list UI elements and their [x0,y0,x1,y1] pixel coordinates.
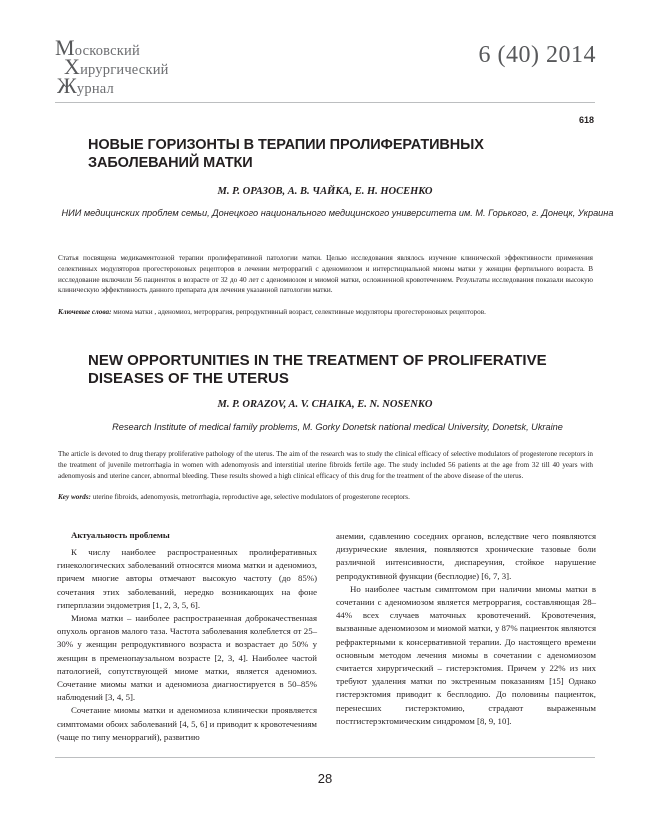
body-left-column [57,529,317,744]
page-number: 28 [317,771,333,786]
footer-divider [55,757,595,758]
journal-logo [55,35,195,98]
en-keywords-text: uterine fibroids, adenomyosis, metrorrhagia, reproductive age, selective modulators of progesterone receptors. [90,493,410,501]
ru-abstract: Статья посвящена медикаментозной терапии пролиферативной патологии матки. Целью исследования являлось изучение клинической эффективности применения селективных модуляторов прогестероновых рецепторов в лечении метроррагий с аденомиозом и интерстициальной миомы матки у женщин фертильного возраста. В исследование включили 56 пациенток в возрасте от 32 до 40 лет с аденомиозом и миомой матки, осложненной кровотечением. Результаты исследования показали высокую клиническую эффективность данного препарата для лечения указанной патологии матки. [58,254,593,295]
en-abstract: The article is devoted to drug therapy proliferative pathology of the uterus. The aim of the research was to study the clinical efficacy of selective modulators of progesterone receptors in the treatment of juvenile metrorrhagia in women with adenomyosis and interstitial uterine fibroids fertile age. The study included 56 patients at the age from 32 till 40 years with adenomyosis and uterine cancer, abnormal bleeding. These results showed a high clinical efficacy of this drug for the treatment of the above disease of the uterus. [58,450,593,480]
ru-authors: М. Р. ОРАЗОВ, А. В. ЧАЙКА, Е. Н. НОСЕНКО [217,186,433,197]
left-paragraph: Сочетание миомы матки и аденомиоза клинически проявляется симптомами обоих заболеваний [4, 5, 6] и приводит к кровотечениям (чаще по типу меноррагий), развитию [57,705,317,742]
left-paragraph: Миома матки – наиболее распространенная доброкачественная опухоль органов малого таза. Частота заболевания колеблется от 25–30% у женщин репродуктивного возраста и возрастает до 50% у женщин в пременопаузальном возрасте [2, 3, 4]. Наиболее частой патологией, сопутствующей миоме матки, является аденомиоз. Сочетание миомы матки и аденомиоза диагностируется в 50–85% наблюдений [3, 4, 5]. [57,613,317,703]
ru-affiliation: НИИ медицинских проблем семьи, Донецкого национального медицинского университета им. М. Горького, г. Донецк, Украина [61,208,614,218]
logo-line-2: Хирургический [64,54,169,79]
en-keywords-label: Key words: [58,493,91,501]
ru-keywords-label: Ключевые слова: [58,308,112,316]
left-paragraph: К числу наиболее распространенных пролиферативных гинекологических заболеваний относятся миома матки и аденомиоз, причем многие авторы отмечают высокую частоту (до 85%) сочетания этих заболеваний, нередко возникающих на фоне гиперплазии эндометрия [1, 2, 3, 5, 6]. [57,547,317,610]
en-affiliation: Research Institute of medical family problems, M. Gorky Donetsk national medical University, Donetsk, Ukraine [112,422,563,432]
right-paragraph: анемии, сдавлению соседних органов, вследствие чего появляются дизурические явления, появляются хронические тазовые боли различной интенсивности, диспареуния, стойкое нарушение репродуктивной функции (бесплодие) [6, 7, 3]. [336,531,596,581]
en-article-title: NEW OPPORTUNITIES IN THE TREATMENT OF PROLIFERATIVE DISEASES OF THE UTERUS [88,352,547,387]
logo-line-3: Журнал [57,73,114,98]
logo-line-1: Московский [55,35,140,60]
page-code: 618 [578,115,594,125]
body-right-column [336,530,596,728]
right-paragraph: Но наиболее частым симптомом при наличии миомы матки в сочетании с аденомиозом является метроррагия, составляющая 28–44% всех случаев маточных кровотечений. Кровотечения, вызванные аденомиозом и миомой матки, у 87% пациенток являются рефрактерными к консервативной терапии. До настоящего времени основным методом лечения миомы в сочетании с аденомиозом считается хирургический – гистерэктомия. Причем у 22% из них требуют удаления матки по экстренным показаниям [15] Однако гистерэктомия приводит к бесплодию. До половины пациенток, перенесших гистерэктомию, страдают выраженным постгистерэктомическим синдромом [8, 9, 10]. [336,583,596,726]
ru-article-title: НОВЫЕ ГОРИЗОНТЫ В ТЕРАПИИ ПРОЛИФЕРАТИВНЫХ ЗАБОЛЕВАНИЙ МАТКИ [88,137,484,171]
ru-keywords [58,307,593,318]
header-divider [55,102,595,103]
ru-keywords-text: миома матки , аденомиоз, метроррагия, репродуктивный возраст, селективные модуляторы прогестероновых рецепторов. [111,308,486,316]
issue-number: 6 (40) 2014 [478,42,596,68]
en-authors: M. P. ORAZOV, A. V. CHAIKA, E. N. NOSENKO [217,399,433,410]
section-heading: Актуальность проблемы [71,530,170,540]
en-keywords [58,492,593,503]
